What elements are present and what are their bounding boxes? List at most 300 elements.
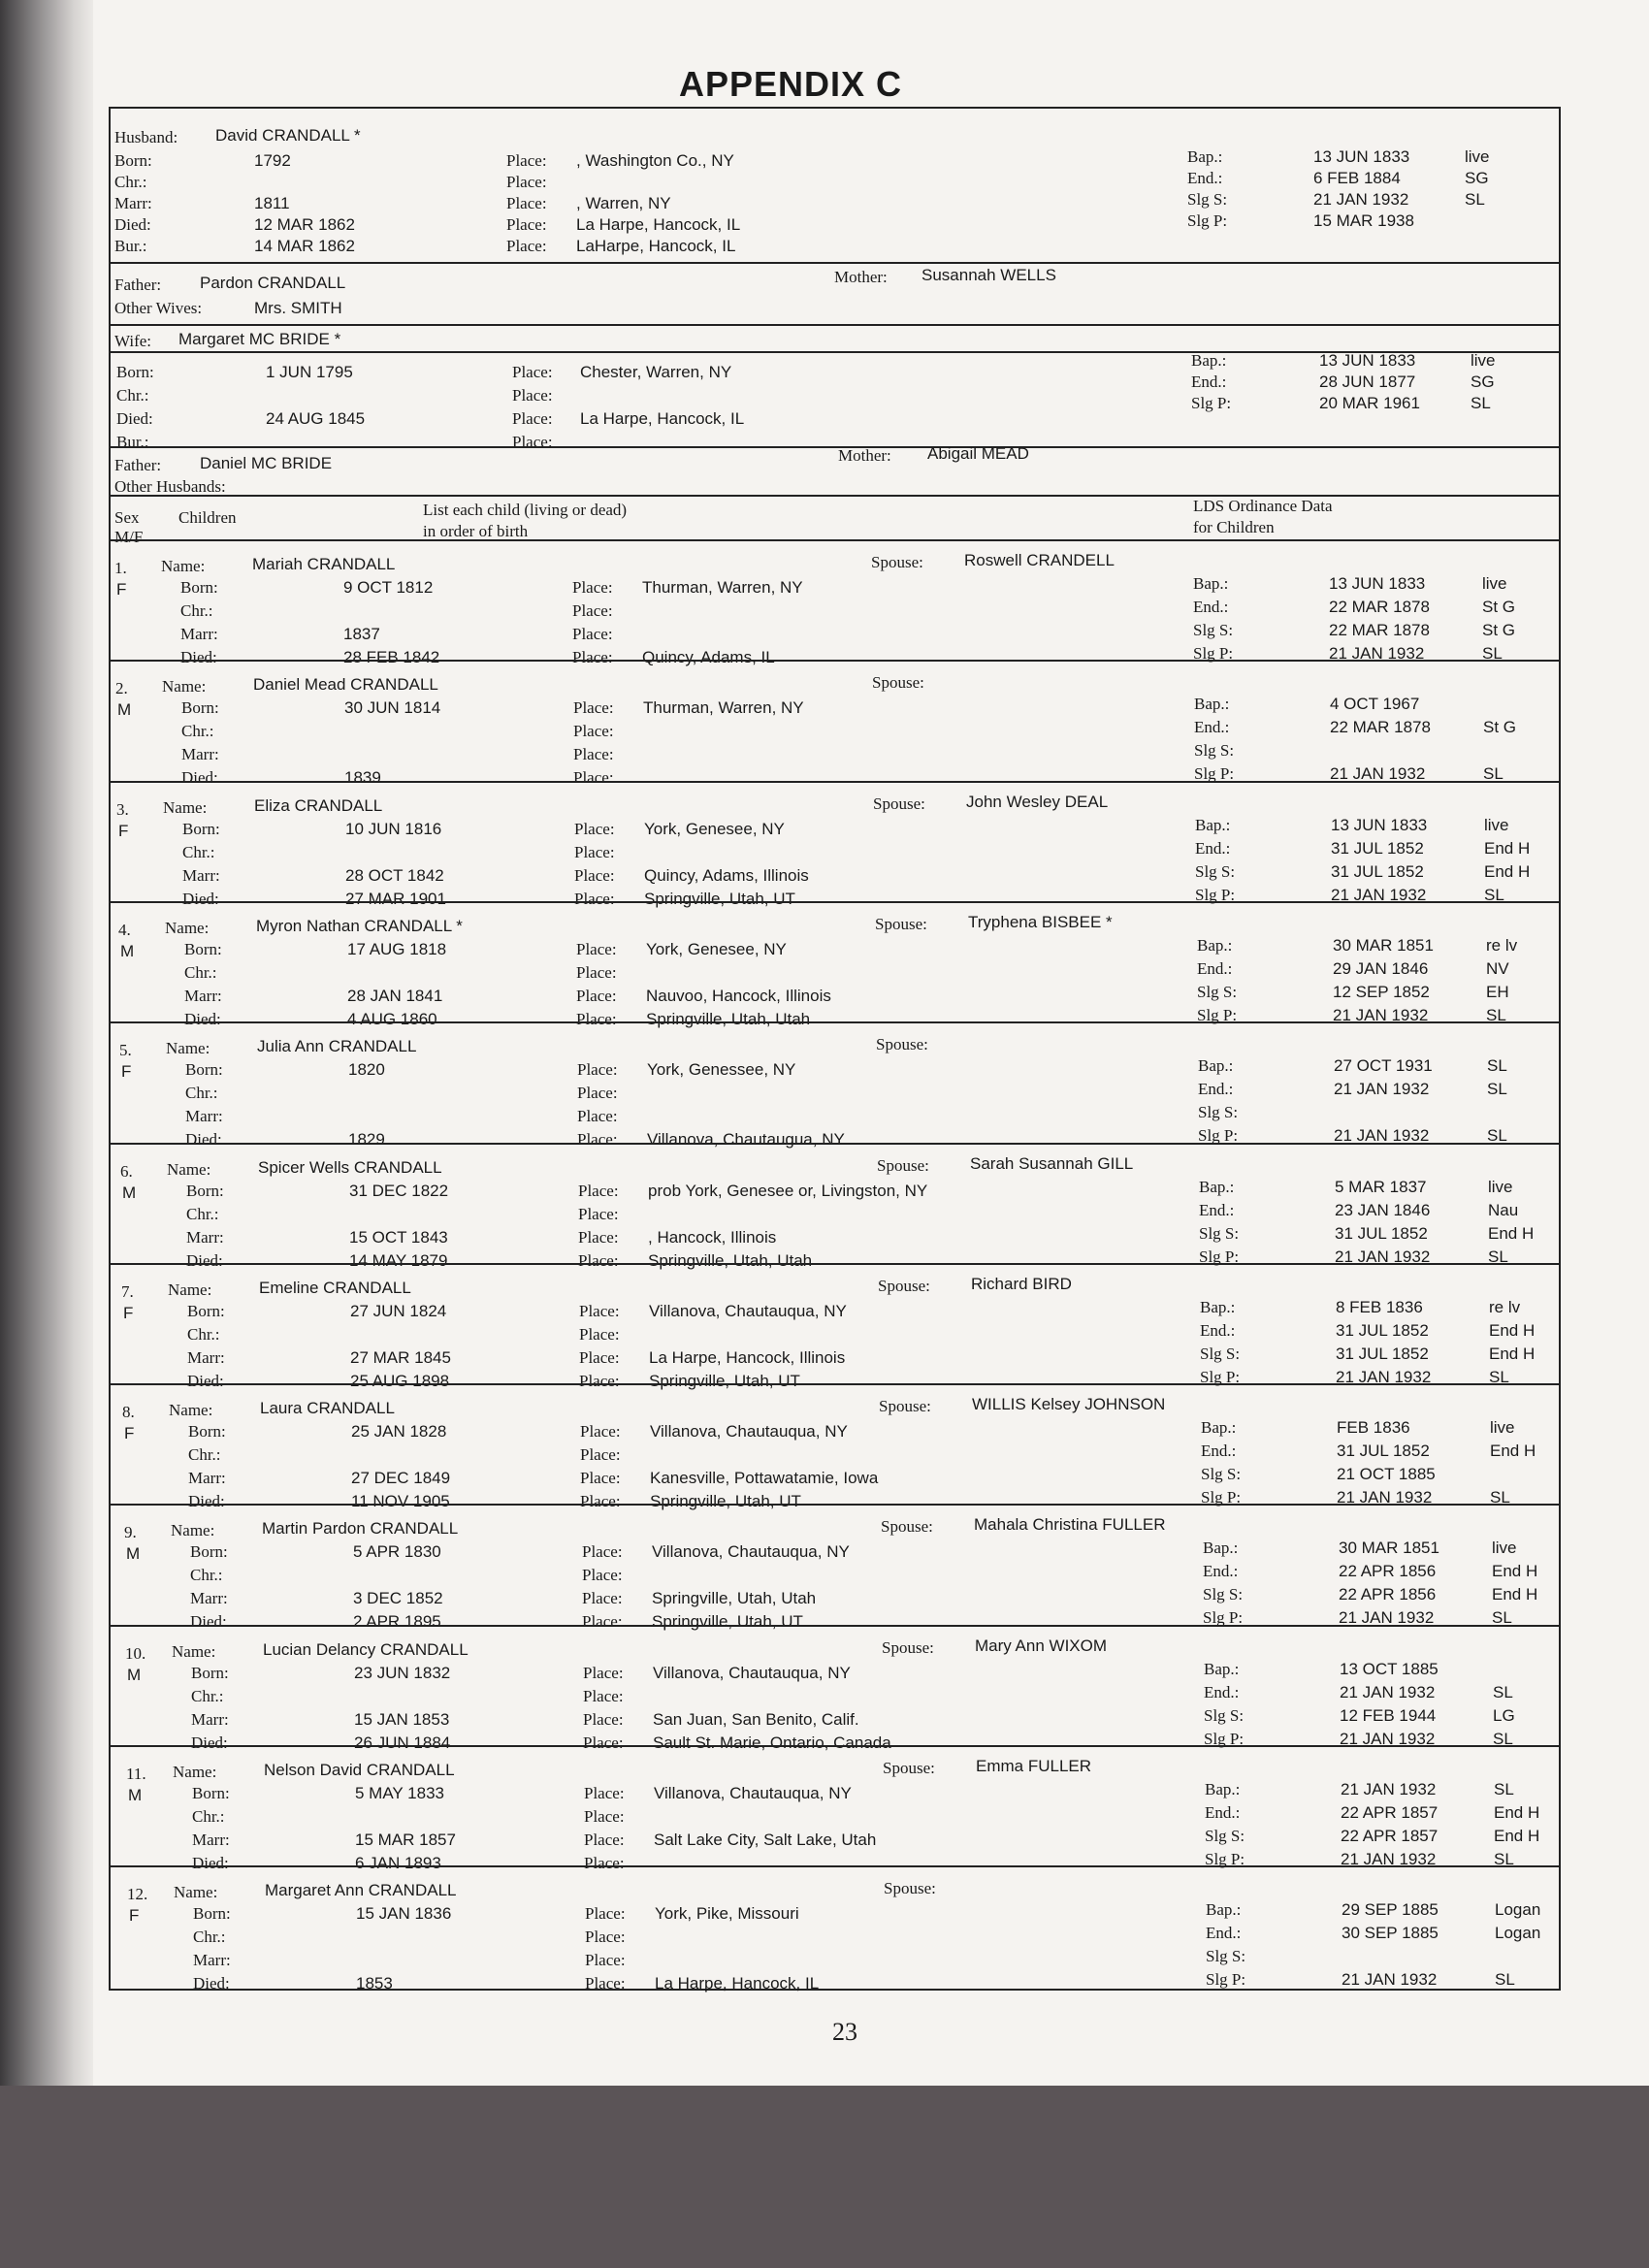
child-place-label: Place: <box>577 1107 618 1125</box>
section-divider <box>111 1625 1559 1627</box>
husband-place-label: Place: <box>506 173 547 191</box>
husband-event-place: La Harpe, Hancock, IL <box>576 215 741 234</box>
child-ordinance-temple: re lv <box>1486 936 1518 955</box>
child-spouse-label: Spouse: <box>875 915 927 933</box>
section-divider <box>111 1383 1559 1385</box>
child-ordinance-date: 31 JUL 1852 <box>1335 1224 1428 1243</box>
child-ordinance-date: 22 APR 1857 <box>1341 1803 1439 1822</box>
child-place-label: Place: <box>578 1205 619 1223</box>
child-spouse-name: Sarah Susannah GILL <box>970 1154 1134 1173</box>
child-place-label: Place: <box>578 1228 619 1247</box>
section-divider <box>111 495 1559 497</box>
child-name: Nelson David CRANDALL <box>264 1761 455 1779</box>
wife-place-label: Place: <box>512 363 553 381</box>
child-ordinance-temple: End H <box>1492 1562 1538 1580</box>
child-ordinance-temple: live <box>1490 1418 1515 1437</box>
child-ordinance-date: 31 JUL 1852 <box>1331 862 1424 881</box>
child-event-label: Marr: <box>180 625 218 643</box>
child-place-label: Place: <box>580 1492 621 1510</box>
child-event-place: Springville, Utah, UT <box>652 1612 803 1631</box>
child-ordinance-date: 21 JAN 1932 <box>1340 1730 1436 1748</box>
child-ordinance-temple: SL <box>1489 1368 1509 1386</box>
child-event-label: Chr.: <box>186 1205 219 1223</box>
child-name-label: Name: <box>165 919 210 937</box>
child-ordinance-label: Slg P: <box>1193 644 1234 663</box>
child-ordinance-temple: St G <box>1482 598 1516 616</box>
child-place-label: Place: <box>576 940 617 958</box>
child-place-label: Place: <box>572 648 613 666</box>
section-divider <box>111 901 1559 903</box>
child-ordinance-label: Bap.: <box>1198 1056 1234 1075</box>
child-place-label: Place: <box>577 1060 618 1079</box>
child-place-label: Place: <box>573 745 614 763</box>
child-ordinance-temple: live <box>1492 1539 1517 1557</box>
child-spouse-name: Emma FULLER <box>976 1757 1092 1775</box>
child-sex: M <box>128 1786 143 1804</box>
wife-place-label: Place: <box>512 409 553 428</box>
child-spouse-label: Spouse: <box>882 1638 934 1657</box>
wife-ordinance-label: Bap.: <box>1191 351 1227 370</box>
child-place-label: Place: <box>579 1302 620 1320</box>
child-ordinance-date: 29 JAN 1846 <box>1333 959 1429 978</box>
child-name: Laura CRANDALL <box>260 1399 395 1417</box>
wife-event-date: 24 AUG 1845 <box>266 409 366 428</box>
child-place-label: Place: <box>574 820 615 838</box>
husband-ordinance-date: 21 JAN 1932 <box>1313 190 1409 209</box>
child-ordinance-date: 22 APR 1857 <box>1341 1827 1439 1845</box>
child-ordinance-label: Bap.: <box>1194 695 1230 713</box>
child-event-label: Born: <box>182 820 220 838</box>
child-event-label: Chr.: <box>180 601 213 620</box>
child-spouse-name: WILLIS Kelsey JOHNSON <box>972 1395 1166 1413</box>
child-event-place: Villanova, Chautauqua, NY <box>649 1302 847 1320</box>
child-name-label: Name: <box>171 1521 215 1539</box>
child-ordinance-label: Bap.: <box>1195 816 1231 834</box>
child-event-date: 1853 <box>356 1974 393 1993</box>
child-ordinance-temple: SL <box>1483 764 1504 783</box>
child-ordinance-label: Bap.: <box>1197 936 1233 955</box>
husband-event-label: Bur.: <box>114 237 147 255</box>
child-event-date: 11 NOV 1905 <box>351 1492 450 1510</box>
husband-ordinance-date: 6 FEB 1884 <box>1313 169 1401 187</box>
husband-ordinance-date: 15 MAR 1938 <box>1313 211 1414 230</box>
child-sex: M <box>117 700 132 719</box>
children-header-list-line2: in order of birth <box>423 522 529 540</box>
child-spouse-name: Roswell CRANDELL <box>964 551 1115 569</box>
child-place-label: Place: <box>578 1182 619 1200</box>
child-event-label: Born: <box>190 1542 228 1561</box>
child-ordinance-label: Slg S: <box>1197 983 1238 1001</box>
wife-event-label: Chr.: <box>116 386 149 405</box>
wife-event-label: Died: <box>116 409 153 428</box>
child-ordinance-date: 12 SEP 1852 <box>1333 983 1430 1001</box>
child-event-label: Born: <box>192 1784 230 1802</box>
wife-place-label: Place: <box>512 433 553 451</box>
child-event-place: York, Genessee, NY <box>647 1060 796 1079</box>
child-ordinance-label: End.: <box>1193 598 1229 616</box>
child-event-date: 1837 <box>343 625 380 643</box>
child-place-label: Place: <box>574 890 615 908</box>
child-event-label: Marr: <box>187 1348 225 1367</box>
wife-mother-label: Mother: <box>838 446 891 465</box>
husband-ordinance-label: End.: <box>1187 169 1223 187</box>
child-ordinance-label: End.: <box>1203 1562 1239 1580</box>
child-ordinance-temple: Nau <box>1488 1201 1519 1219</box>
husband-ordinance-label: Slg S: <box>1187 190 1228 209</box>
child-number: 9. <box>124 1523 137 1541</box>
child-ordinance-date: 21 JAN 1932 <box>1334 1080 1430 1098</box>
child-ordinance-date: 21 OCT 1885 <box>1337 1465 1436 1483</box>
child-place-label: Place: <box>572 578 613 597</box>
child-ordinance-date: 30 MAR 1851 <box>1339 1539 1439 1557</box>
child-ordinance-label: Slg P: <box>1201 1488 1242 1507</box>
child-event-place: Villanova, Chautauqua, NY <box>652 1542 850 1561</box>
child-event-date: 27 MAR 1901 <box>345 890 446 908</box>
child-event-label: Chr.: <box>188 1445 221 1464</box>
child-ordinance-label: Bap.: <box>1199 1178 1235 1196</box>
section-divider <box>111 660 1559 662</box>
child-spouse-label: Spouse: <box>871 553 923 571</box>
child-event-date: 15 JAN 1836 <box>356 1904 452 1923</box>
section-divider <box>111 781 1559 783</box>
wife-ordinance-label: Slg P: <box>1191 394 1232 412</box>
child-event-date: 5 APR 1830 <box>353 1542 441 1561</box>
child-event-date: 30 JUN 1814 <box>344 698 441 717</box>
child-spouse-label: Spouse: <box>879 1397 931 1415</box>
child-event-date: 14 MAY 1879 <box>349 1251 448 1270</box>
child-spouse-label: Spouse: <box>884 1879 936 1897</box>
child-ordinance-temple: End H <box>1492 1585 1538 1604</box>
child-sex: F <box>124 1424 135 1442</box>
child-number: 6. <box>120 1162 133 1181</box>
child-ordinance-label: Bap.: <box>1203 1539 1239 1557</box>
child-event-label: Marr: <box>182 866 220 885</box>
child-ordinance-label: Slg S: <box>1201 1465 1242 1483</box>
child-ordinance-date: 13 JUN 1833 <box>1329 574 1426 593</box>
child-event-place: Springville, Utah, UT <box>644 890 795 908</box>
child-sex: M <box>127 1666 142 1684</box>
wife-ordinance-label: End.: <box>1191 373 1227 391</box>
child-name-label: Name: <box>169 1401 213 1419</box>
child-event-label: Died: <box>180 648 217 666</box>
child-event-date: 28 JAN 1841 <box>347 987 443 1005</box>
husband-event-place: , Washington Co., NY <box>576 151 734 170</box>
child-event-place: Villanova, Chautaugua, NY <box>647 1130 845 1149</box>
child-ordinance-date: 21 JAN 1932 <box>1330 764 1426 783</box>
child-event-label: Born: <box>187 1302 225 1320</box>
wife-place-label: Place: <box>512 386 553 405</box>
section-divider <box>111 262 1559 264</box>
child-ordinance-label: Bap.: <box>1193 574 1229 593</box>
child-name-label: Name: <box>173 1763 217 1781</box>
child-name-label: Name: <box>168 1280 212 1299</box>
child-ordinance-label: Slg P: <box>1205 1850 1245 1868</box>
child-event-place: Springville, Utah, Utah <box>648 1251 813 1270</box>
child-ordinance-date: 22 MAR 1878 <box>1329 621 1430 639</box>
child-event-date: 2 APR 1895 <box>353 1612 441 1631</box>
child-event-place: prob York, Genesee or, Livingston, NY <box>648 1182 928 1200</box>
child-ordinance-date: 21 JAN 1932 <box>1339 1608 1435 1627</box>
child-event-place: La Harpe, Hancock, IL <box>655 1974 820 1993</box>
child-ordinance-date: 29 SEP 1885 <box>1342 1900 1439 1919</box>
husband-place-label: Place: <box>506 151 547 170</box>
wife-event-label: Born: <box>116 363 154 381</box>
child-ordinance-date: 8 FEB 1836 <box>1336 1298 1423 1316</box>
child-ordinance-temple: End H <box>1489 1345 1536 1363</box>
child-event-label: Died: <box>182 890 219 908</box>
child-name-label: Name: <box>163 798 208 817</box>
child-spouse-name: John Wesley DEAL <box>966 793 1109 811</box>
section-divider <box>111 1143 1559 1145</box>
child-place-label: Place: <box>572 601 613 620</box>
section-divider <box>111 1745 1559 1747</box>
child-ordinance-temple: EH <box>1486 983 1509 1001</box>
child-ordinance-temple: SL <box>1494 1780 1514 1798</box>
child-spouse-label: Spouse: <box>883 1759 935 1777</box>
child-place-label: Place: <box>583 1733 624 1752</box>
child-event-label: Born: <box>193 1904 231 1923</box>
child-ordinance-date: 22 APR 1856 <box>1339 1562 1437 1580</box>
wife-mother-name: Abigail MEAD <box>927 444 1029 463</box>
children-header-lds-line2: for Children <box>1193 518 1275 536</box>
child-ordinance-temple: End H <box>1484 839 1531 858</box>
child-event-date: 28 OCT 1842 <box>345 866 444 885</box>
child-sex: F <box>121 1062 132 1081</box>
child-ordinance-temple: SL <box>1495 1970 1515 1989</box>
child-ordinance-label: Bap.: <box>1205 1780 1241 1798</box>
child-event-label: Marr: <box>190 1589 228 1607</box>
husband-ordinance-temple: SG <box>1465 169 1489 187</box>
child-sex: F <box>123 1304 134 1322</box>
child-ordinance-temple: live <box>1482 574 1507 593</box>
child-event-label: Chr.: <box>182 843 215 861</box>
child-ordinance-date: 21 JAN 1932 <box>1336 1368 1432 1386</box>
child-place-label: Place: <box>582 1542 623 1561</box>
child-place-label: Place: <box>585 1904 626 1923</box>
child-event-place: Springville, Utah, Utah <box>646 1010 811 1028</box>
child-ordinance-date: FEB 1836 <box>1337 1418 1410 1437</box>
child-name-label: Name: <box>172 1642 216 1661</box>
wife-ordinance-date: 28 JUN 1877 <box>1319 373 1416 391</box>
husband-father-name: Pardon CRANDALL <box>200 274 346 292</box>
husband-name: David CRANDALL * <box>215 126 361 145</box>
wife-other-husbands-label: Other Husbands: <box>114 477 226 496</box>
child-event-label: Chr.: <box>181 722 214 740</box>
child-spouse-label: Spouse: <box>877 1156 929 1175</box>
child-number: 10. <box>125 1644 146 1663</box>
child-ordinance-date: 12 FEB 1944 <box>1340 1706 1437 1725</box>
husband-other-wives-label: Other Wives: <box>114 299 203 317</box>
husband-mother-label: Mother: <box>834 268 888 286</box>
child-event-label: Born: <box>191 1664 229 1682</box>
child-ordinance-temple: SL <box>1482 644 1503 663</box>
child-sex: M <box>126 1544 141 1563</box>
child-spouse-name: Mary Ann WIXOM <box>975 1636 1108 1655</box>
child-ordinance-label: Slg S: <box>1204 1706 1245 1725</box>
section-divider <box>111 1263 1559 1265</box>
child-spouse-label: Spouse: <box>881 1517 933 1536</box>
child-name: Spicer Wells CRANDALL <box>258 1158 442 1177</box>
husband-event-label: Marr: <box>114 194 152 212</box>
child-ordinance-date: 13 JUN 1833 <box>1331 816 1428 834</box>
child-ordinance-temple: Logan <box>1495 1900 1541 1919</box>
child-event-place: Quincy, Adams, IL <box>642 648 775 666</box>
child-place-label: Place: <box>577 1084 618 1102</box>
child-ordinance-date: 27 OCT 1931 <box>1334 1056 1433 1075</box>
child-ordinance-temple: SL <box>1487 1126 1507 1145</box>
husband-event-place: , Warren, NY <box>576 194 671 212</box>
child-ordinance-date: 21 JAN 1932 <box>1340 1683 1436 1701</box>
child-ordinance-date: 21 JAN 1932 <box>1341 1850 1437 1868</box>
child-place-label: Place: <box>580 1469 621 1487</box>
child-name: Emeline CRANDALL <box>259 1279 411 1297</box>
child-event-label: Died: <box>185 1130 222 1149</box>
husband-place-label: Place: <box>506 194 547 212</box>
child-ordinance-label: End.: <box>1201 1442 1237 1460</box>
child-event-label: Chr.: <box>185 1084 218 1102</box>
wife-ordinance-temple: live <box>1471 351 1496 370</box>
child-event-label: Marr: <box>186 1228 224 1247</box>
child-event-place: Springville, Utah, Utah <box>652 1589 817 1607</box>
child-event-date: 5 MAY 1833 <box>355 1784 444 1802</box>
child-event-date: 1820 <box>348 1060 385 1079</box>
child-event-date: 28 FEB 1842 <box>343 648 440 666</box>
child-place-label: Place: <box>580 1422 621 1441</box>
child-ordinance-label: Slg P: <box>1197 1006 1238 1024</box>
child-event-label: Chr.: <box>184 963 217 982</box>
child-ordinance-label: Slg P: <box>1204 1730 1245 1748</box>
child-ordinance-temple: St G <box>1482 621 1516 639</box>
child-number: 5. <box>119 1041 132 1059</box>
husband-label: Husband: <box>114 128 178 146</box>
husband-event-date: 12 MAR 1862 <box>254 215 355 234</box>
child-ordinance-date: 21 JAN 1932 <box>1337 1488 1433 1507</box>
child-spouse-name: Tryphena BISBEE * <box>968 913 1113 931</box>
child-ordinance-label: Slg S: <box>1200 1345 1241 1363</box>
child-name: Lucian Delancy CRANDALL <box>263 1640 469 1659</box>
page-title: APPENDIX C <box>679 64 903 104</box>
child-name: Martin Pardon CRANDALL <box>262 1519 459 1538</box>
child-ordinance-temple: End H <box>1489 1321 1536 1340</box>
book-spine-shadow <box>0 0 93 2086</box>
husband-place-label: Place: <box>506 237 547 255</box>
child-event-date: 15 JAN 1853 <box>354 1710 450 1729</box>
child-event-date: 25 JAN 1828 <box>351 1422 447 1441</box>
child-event-label: Born: <box>181 698 219 717</box>
child-place-label: Place: <box>573 722 614 740</box>
child-event-date: 4 AUG 1860 <box>347 1010 437 1028</box>
child-event-place: Villanova, Chautauqua, NY <box>650 1422 848 1441</box>
child-event-date: 27 DEC 1849 <box>351 1469 451 1487</box>
family-group-record <box>109 107 1561 1991</box>
child-number: 4. <box>118 921 131 939</box>
child-event-label: Died: <box>191 1733 228 1752</box>
child-ordinance-temple: St G <box>1483 718 1517 736</box>
child-place-label: Place: <box>576 1010 617 1028</box>
child-event-place: York, Genesee, NY <box>646 940 787 958</box>
page-number: 23 <box>832 2018 857 2046</box>
child-number: 8. <box>122 1403 135 1421</box>
child-ordinance-label: End.: <box>1206 1924 1242 1942</box>
child-ordinance-temple: SL <box>1484 886 1504 904</box>
wife-event-place: Chester, Warren, NY <box>580 363 732 381</box>
child-ordinance-label: Slg P: <box>1198 1126 1239 1145</box>
wife-ordinance-temple: SG <box>1471 373 1495 391</box>
child-event-label: Marr: <box>188 1469 226 1487</box>
child-event-date: 31 DEC 1822 <box>349 1182 449 1200</box>
child-event-label: Chr.: <box>192 1807 225 1826</box>
husband-ordinance-date: 13 JUN 1833 <box>1313 147 1410 166</box>
child-ordinance-label: Slg S: <box>1193 621 1234 639</box>
wife-event-date: 1 JUN 1795 <box>266 363 353 381</box>
child-ordinance-date: 22 MAR 1878 <box>1329 598 1430 616</box>
child-sex: F <box>116 580 127 599</box>
child-event-label: Marr: <box>191 1710 229 1729</box>
child-event-label: Born: <box>180 578 218 597</box>
child-ordinance-temple: SL <box>1493 1683 1513 1701</box>
child-ordinance-temple: End H <box>1490 1442 1536 1460</box>
section-divider <box>111 1504 1559 1506</box>
child-ordinance-temple: SL <box>1487 1056 1507 1075</box>
child-event-label: Born: <box>184 940 222 958</box>
child-event-date: 1829 <box>348 1130 385 1149</box>
husband-father-label: Father: <box>114 275 162 294</box>
child-ordinance-label: Slg P: <box>1199 1247 1240 1266</box>
child-ordinance-label: Slg P: <box>1203 1608 1244 1627</box>
child-place-label: Place: <box>574 843 615 861</box>
child-place-label: Place: <box>584 1831 625 1849</box>
child-ordinance-label: Slg S: <box>1194 741 1235 760</box>
child-name: Margaret Ann CRANDALL <box>265 1881 457 1899</box>
child-place-label: Place: <box>580 1445 621 1464</box>
husband-place-label: Place: <box>506 215 547 234</box>
child-name-label: Name: <box>161 557 206 575</box>
section-divider <box>111 1865 1559 1867</box>
child-ordinance-temple: SL <box>1490 1488 1510 1507</box>
child-ordinance-date: 21 JAN 1932 <box>1329 644 1425 663</box>
wife-ordinance-date: 13 JUN 1833 <box>1319 351 1416 370</box>
child-event-date: 17 AUG 1818 <box>347 940 447 958</box>
child-event-place: , Hancock, Illinois <box>648 1228 777 1247</box>
child-number: 3. <box>116 800 129 819</box>
child-ordinance-temple: SL <box>1487 1080 1507 1098</box>
child-event-date: 6 JAN 1893 <box>355 1854 441 1872</box>
child-place-label: Place: <box>578 1251 619 1270</box>
child-name: Eliza CRANDALL <box>254 796 383 815</box>
child-place-label: Place: <box>577 1130 618 1149</box>
section-divider <box>111 324 1559 326</box>
child-ordinance-date: 31 JUL 1852 <box>1336 1321 1429 1340</box>
child-ordinance-label: End.: <box>1195 839 1231 858</box>
child-ordinance-label: End.: <box>1205 1803 1241 1822</box>
child-place-label: Place: <box>583 1710 624 1729</box>
husband-ordinance-label: Slg P: <box>1187 211 1228 230</box>
child-place-label: Place: <box>584 1784 625 1802</box>
child-place-label: Place: <box>572 625 613 643</box>
child-event-label: Chr.: <box>190 1566 223 1584</box>
wife-name: Margaret MC BRIDE * <box>178 330 341 348</box>
husband-ordinance-temple: SL <box>1465 190 1485 209</box>
child-event-place: Thurman, Warren, NY <box>643 698 804 717</box>
child-ordinance-temple: Logan <box>1495 1924 1541 1942</box>
child-place-label: Place: <box>583 1687 624 1705</box>
child-event-label: Died: <box>190 1612 227 1631</box>
child-place-label: Place: <box>574 866 615 885</box>
child-event-place: York, Genesee, NY <box>644 820 785 838</box>
child-ordinance-date: 30 MAR 1851 <box>1333 936 1434 955</box>
child-ordinance-date: 22 APR 1856 <box>1339 1585 1437 1604</box>
child-ordinance-temple: SL <box>1492 1608 1512 1627</box>
